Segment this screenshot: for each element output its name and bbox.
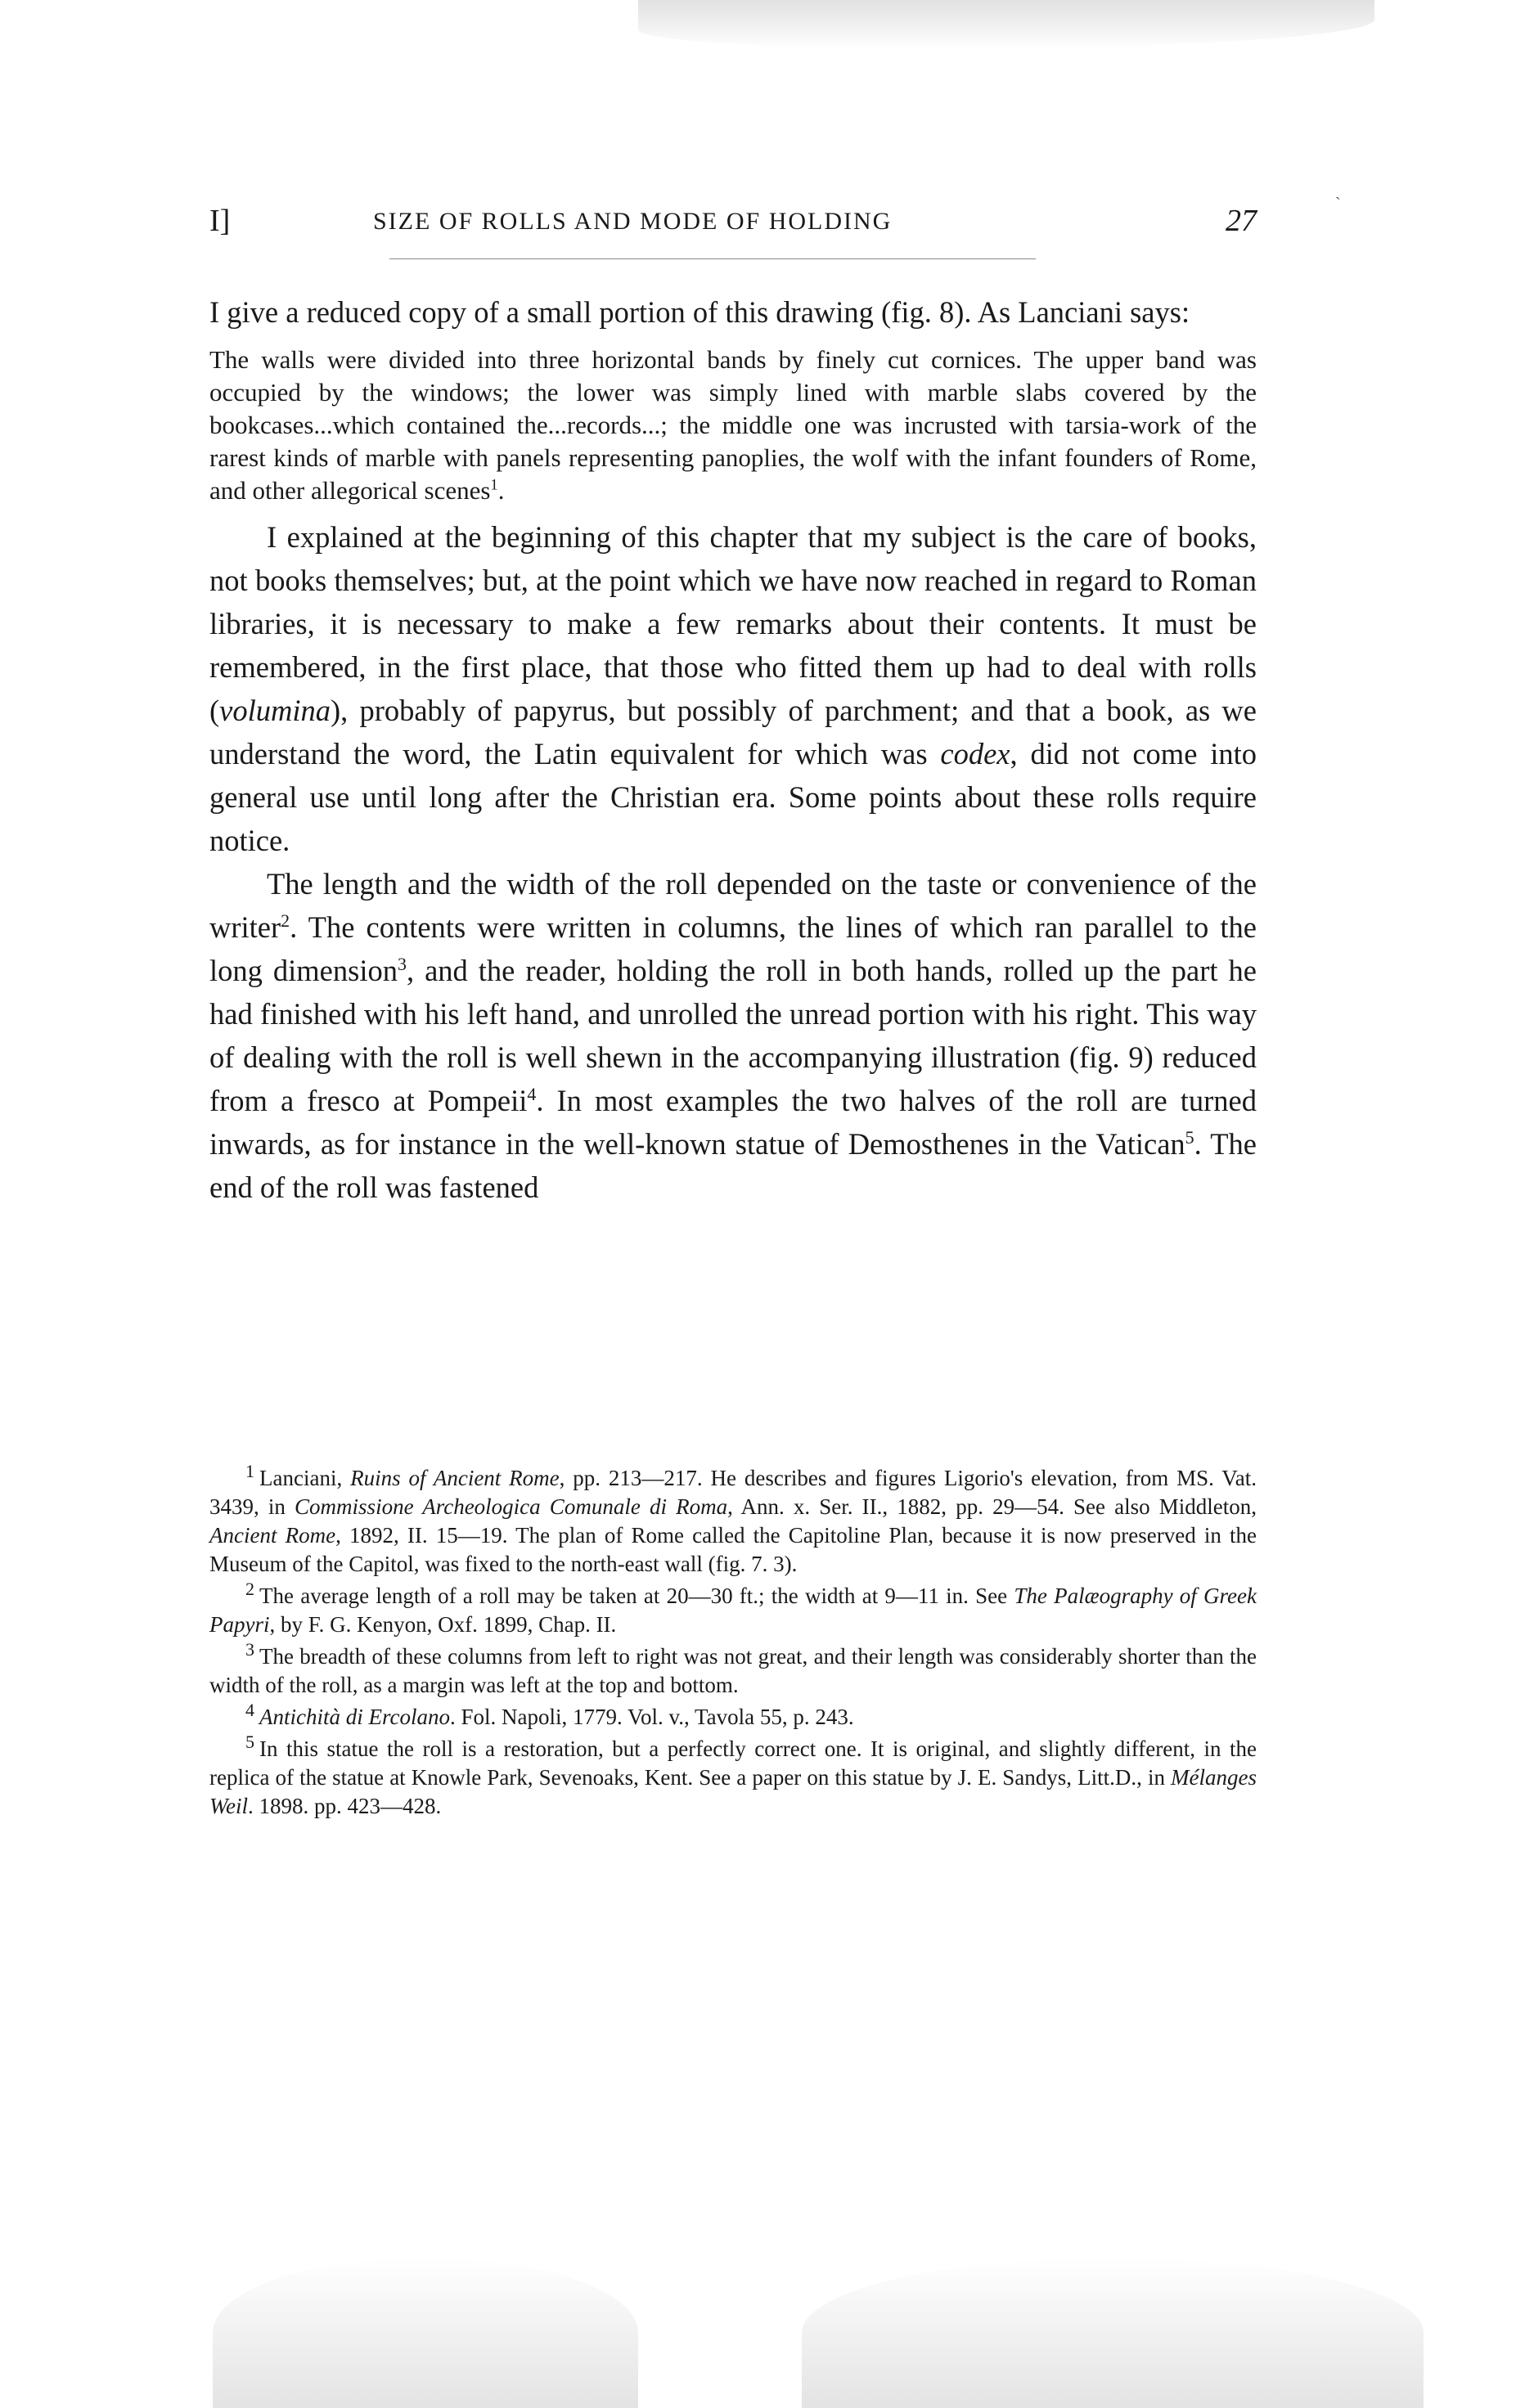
- quote-text: The walls were divided into three horizontal bands by finely cut cornices. The upper band was occupied by the windows; the lower was simply lined with marble slabs covered by the bookcases...which contained the...records...; the middle one was incrusted with tarsia-work of the rarest kinds of marble with panels representing panoplies, the wolf with the infant founders of Rome, and other allegorical scenes: [209, 345, 1257, 505]
- footnote-4: $^4$ Antichità di Ercolano. Fol. Napoli, 1779. Vol. v., Tavola 55, p. 243.: [245, 1700, 854, 1729]
- chapter-marker: I]: [209, 204, 231, 238]
- term-volumina: volumina: [219, 694, 331, 727]
- term-codex: codex: [940, 737, 1010, 770]
- scan-smudge-bottom-left: [213, 2258, 638, 2408]
- paragraph-contents: I explained at the beginning of this chapter that my subject is the care of books, not books themselves; but, at the point which we have now reached in regard to Roman libraries, it is necessary to make a few remarks about their contents. It must be remembered, in the first place, that those who fitted them up had to deal with rolls (volumina), probably of papyrus, but possibly of parchment; and that a book, as we understand the word, the Latin equivalent for which was codex, did not come into general use until long after the Christian era. Some points about these rolls require notice.: [209, 520, 1257, 857]
- scan-smudge-top: [638, 0, 1374, 49]
- page-number: 27: [1226, 204, 1257, 238]
- footnote-5: $^5$ In this statue the roll is a restoration, but a perfectly correct one. It is original, and slightly different, in the replica of the statue at Knowle Park, Sevenoaks, Kent. See a paper on this statue by J. E. Sandys, Litt.D., in Mélanges Weil. 1898. pp. 423—428.: [209, 1732, 1257, 1818]
- running-header: [209, 203, 1257, 252]
- footnote-ref-4[interactable]: 4: [527, 1083, 537, 1104]
- header-rule: [389, 258, 1036, 259]
- footnote-ref-2[interactable]: 2: [281, 910, 290, 931]
- running-title: SIZE OF ROLLS AND MODE OF HOLDING: [373, 208, 893, 235]
- intro-paragraph: I give a reduced copy of a small portion of this drawing (fig. 8). As Lanciani says:: [209, 295, 1190, 329]
- footnote-2: $^2$ The average length of a roll may be taken at 20—30 ft.; the width at 9—11 in. See The Palæography of Greek Papyri, by F. G. Kenyon, Oxf. 1899, Chap. II.: [209, 1579, 1257, 1637]
- footnote-1: $^1$ Lanciani, Ruins of Ancient Rome, pp. 213—217. He describes and figures Ligorio's elevation, from MS. Vat. 3439, in Commissione Archeologica Comunale di Roma, Ann. x. Ser. II., 1882, pp. 29—54. See also Middleton, Ancient Rome, 1892, II. 15—19. The plan of Rome called the Capitoline Plan, because it is now preserved in the Museum of the Capitol, was fixed to the north-east wall (fig. 7. 3).: [209, 1461, 1257, 1576]
- scan-smudge-bottom-right: [802, 2258, 1424, 2408]
- paragraph-rolls: The length and the width of the roll depended on the taste or convenience of the writer$^2$. The contents were written in columns, the lines of which ran parallel to the long dimension$^3$, and the reader, holding the roll in both hands, rolled up the part he had finished with his left hand, and unrolled the unread portion with his right. This way of dealing with the roll is well shewn in the accompanying illustration (fig. 9) reduced from a fresco at Pompeii$^4$. In most examples the two halves of the roll are turned inwards, as for instance in the well-known statue of Demosthenes in the Vatican$^5$. The end of the roll was fastened: [209, 867, 1257, 1204]
- footnote-ref-3[interactable]: 3: [397, 953, 407, 974]
- main-text: [209, 290, 1257, 1209]
- scan-mark: `: [1335, 195, 1341, 213]
- footnote-ref-5[interactable]: 5: [1185, 1126, 1194, 1148]
- footnote-ref-1[interactable]: 1: [490, 476, 498, 494]
- footnotes: [209, 1461, 1257, 1824]
- block-quote: The walls were divided into three horizontal bands by finely cut cornices. The upper band was occupied by the windows; the lower was simply lined with marble slabs covered by the bookcases...which contained the...records...; the middle one was incrusted with tarsia-work of the rarest kinds of marble with panels representing panoplies, the wolf with the infant founders of Rome, and other allegorical scenes$^1$.: [209, 345, 1257, 505]
- footnote-3: $^3$ The breadth of these columns from left to right was not great, and their length was considerably shorter than the width of the roll, as a margin was left at the top and bottom.: [209, 1639, 1257, 1697]
